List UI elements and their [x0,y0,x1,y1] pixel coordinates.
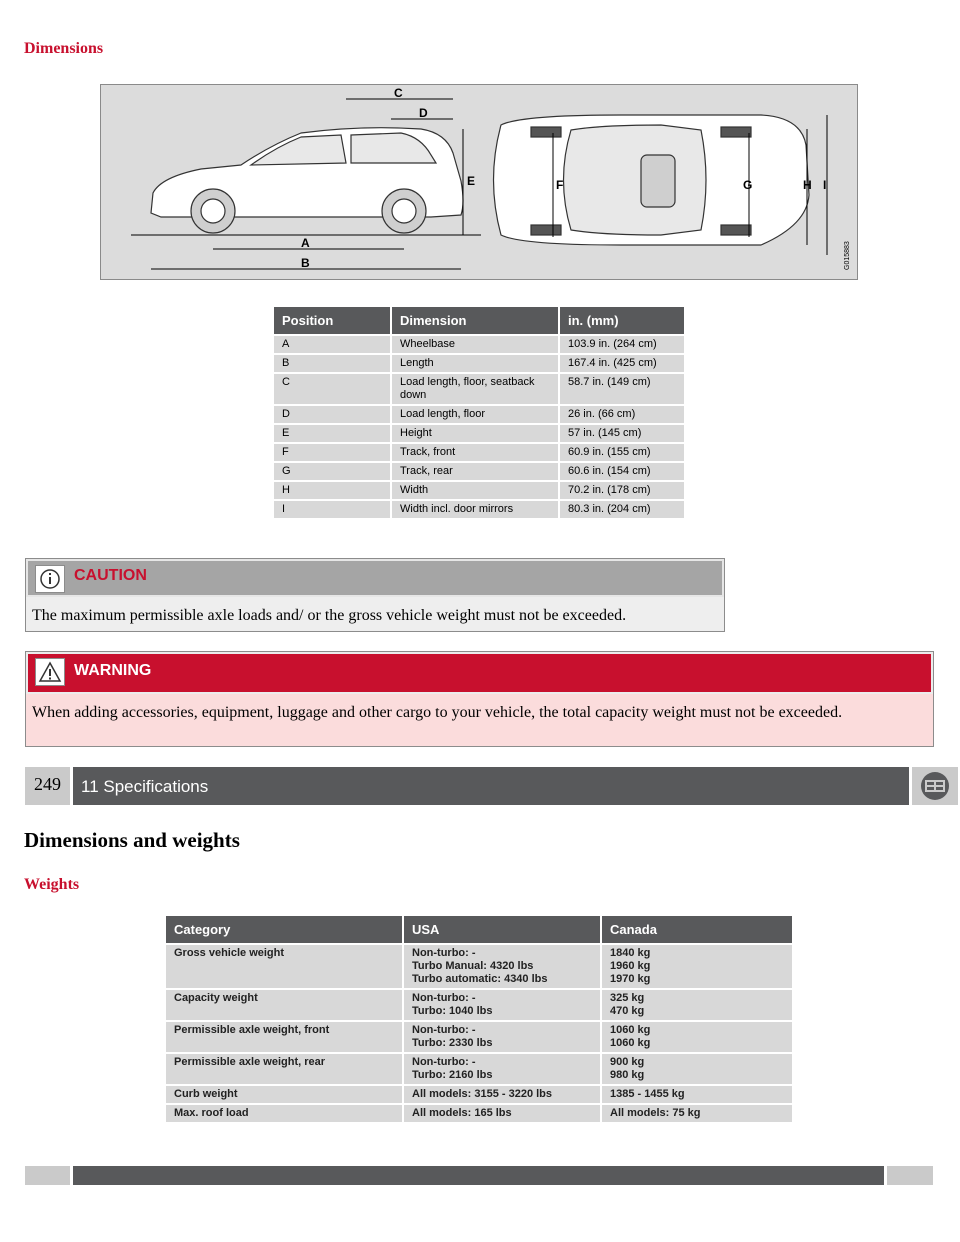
weight-cell: All models: 3155 - 3220 lbs [403,1085,601,1104]
dimensions-table [274,307,684,518]
bottom-bar-right [887,1166,933,1185]
chapter-title: 11 Specifications [73,767,909,805]
weight-cell: Max. roof load [166,1104,403,1122]
dimension-cell: 26 in. (66 cm) [559,405,684,424]
specifications-icon [912,767,958,805]
section-title: Dimensions [24,40,104,57]
weight-row [166,1021,792,1053]
dimension-cell: A [274,335,391,354]
dim-label-e: E [467,174,476,188]
dim-label-f: F [556,178,564,192]
dim-label-a: A [301,236,310,250]
dimension-row [274,405,684,424]
dim-label-i: I [823,178,827,192]
weight-cell: All models: 75 kg [601,1104,792,1122]
dimension-row [274,462,684,481]
weights-header-usa: USA [403,916,601,944]
dim-header-dimension: Dimension [391,307,559,335]
dimension-cell: Width incl. door mirrors [391,500,559,518]
weight-cell: All models: 165 lbs [403,1104,601,1122]
dim-header-value: in. (mm) [559,307,684,335]
weights-header-canada: Canada [601,916,792,944]
dim-label-h: H [803,178,812,192]
bottom-bar-middle [73,1166,884,1185]
weight-row [166,1104,792,1122]
caution-label: CAUTION [74,567,147,584]
dimension-cell: 167.4 in. (425 cm) [559,354,684,373]
dimension-cell: Length [391,354,559,373]
dimension-cell: 57 in. (145 cm) [559,424,684,443]
car-side-view [151,128,463,233]
weight-cell: Non-turbo: - Turbo: 1040 lbs [403,989,601,1021]
warning-notice [25,651,934,747]
dimension-cell: F [274,443,391,462]
weight-cell: Non-turbo: - Turbo: 2330 lbs [403,1021,601,1053]
dimension-cell: 60.6 in. (154 cm) [559,462,684,481]
weights-table [166,916,792,1122]
caution-text: The maximum permissible axle loads and/ or the gross vehicle weight must not be exceeded. [32,607,627,624]
weight-row [166,989,792,1021]
weight-cell: 900 kg 980 kg [601,1053,792,1085]
weight-cell: Gross vehicle weight [166,944,403,989]
dimension-cell: Track, front [391,443,559,462]
dimension-cell: Wheelbase [391,335,559,354]
dimension-row [274,443,684,462]
weight-cell: Permissible axle weight, rear [166,1053,403,1085]
figure-code: G015883 [844,241,851,270]
dimension-cell: Width [391,481,559,500]
dimension-row [274,335,684,354]
car-top-view [494,115,810,245]
dimension-cell: I [274,500,391,518]
weight-row [166,944,792,989]
caution-notice [25,558,725,632]
dim-header-position: Position [274,307,391,335]
car-dimensions-figure [100,84,858,280]
bottom-bar-left [25,1166,70,1185]
dimension-cell: Track, rear [391,462,559,481]
weight-cell: 1060 kg 1060 kg [601,1021,792,1053]
weight-cell: 325 kg 470 kg [601,989,792,1021]
dimension-cell: B [274,354,391,373]
dimension-row [274,500,684,518]
dimension-cell: Height [391,424,559,443]
dimension-cell: E [274,424,391,443]
dimension-cell: 103.9 in. (264 cm) [559,335,684,354]
dimension-cell: D [274,405,391,424]
weights-subheading: Weights [24,876,80,893]
warning-triangle-icon [35,658,65,686]
warning-text: When adding accessories, equipment, luggage and other cargo to your vehicle, the total capacity weight must not be exceeded. [32,704,843,721]
warning-label: WARNING [74,662,152,679]
page-footer-bar [25,767,934,805]
dimension-cell: 60.9 in. (155 cm) [559,443,684,462]
weight-cell: Non-turbo: - Turbo: 2160 lbs [403,1053,601,1085]
weight-row [166,1085,792,1104]
dim-label-d: D [419,106,428,120]
dimension-cell: 58.7 in. (149 cm) [559,373,684,405]
page-heading: Dimensions and weights [24,828,240,852]
weight-cell: 1840 kg 1960 kg 1970 kg [601,944,792,989]
dim-label-g: G [743,178,753,192]
weight-row [166,1053,792,1085]
dimension-cell: C [274,373,391,405]
dimension-cell: G [274,462,391,481]
dimension-row [274,424,684,443]
dimension-cell: H [274,481,391,500]
dimension-cell: 70.2 in. (178 cm) [559,481,684,500]
weights-header-category: Category [166,916,403,944]
dimension-row [274,354,684,373]
dimension-row [274,373,684,405]
dimension-cell: 80.3 in. (204 cm) [559,500,684,518]
dimension-row [274,481,684,500]
weight-cell: Non-turbo: - Turbo Manual: 4320 lbs Turbo automatic: 4340 lbs [403,944,601,989]
info-icon [35,565,65,593]
page-number: 249 [25,767,70,805]
weight-cell: Permissible axle weight, front [166,1021,403,1053]
dim-label-b: B [301,256,310,270]
dimension-cell: Load length, floor [391,405,559,424]
weight-cell: Curb weight [166,1085,403,1104]
dimension-cell: Load length, floor, seatback down [391,373,559,405]
dim-label-c: C [394,86,403,100]
weight-cell: Capacity weight [166,989,403,1021]
weight-cell: 1385 - 1455 kg [601,1085,792,1104]
